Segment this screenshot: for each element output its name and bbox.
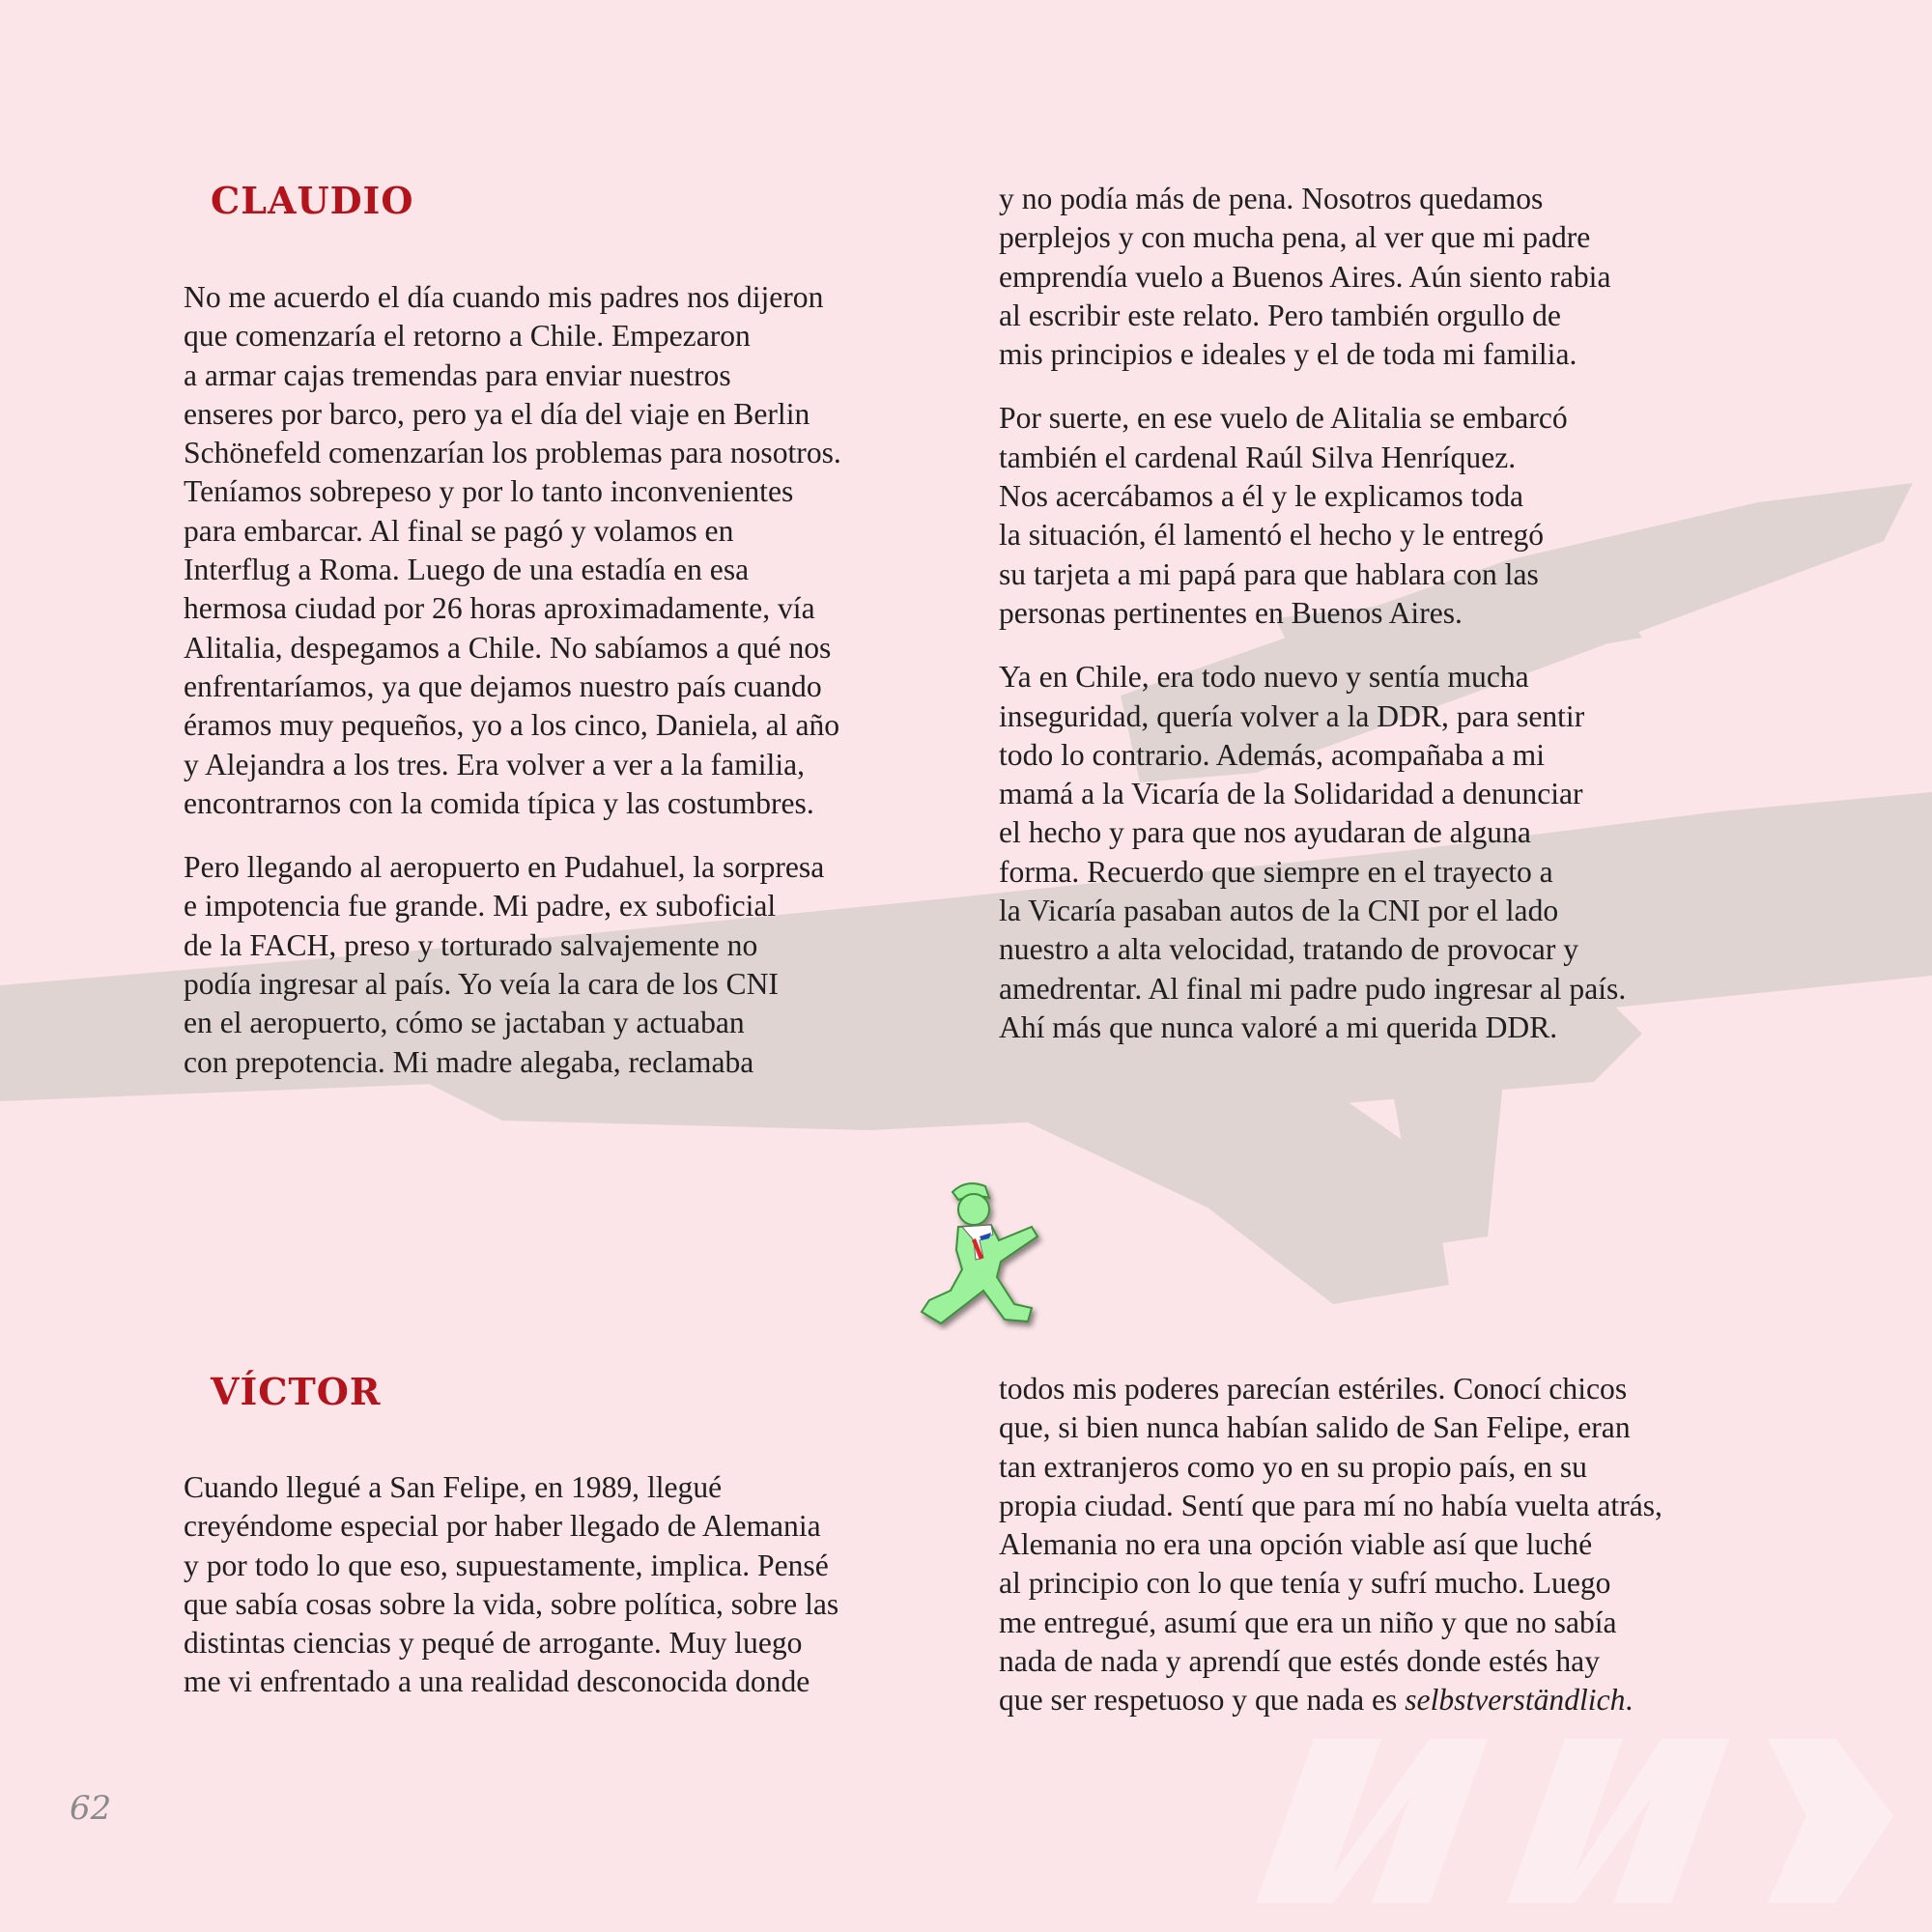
- text-line: la situación, él lamentó el hecho y le entregó: [999, 518, 1545, 553]
- text-line: perplejos y con mucha pena, al ver que mi padre: [999, 220, 1591, 255]
- text-line: Schönefeld comenzarían los problemas para nosotros.: [184, 436, 841, 470]
- text-line: y por todo lo que eso, supuestamente, implica. Pensé: [184, 1548, 829, 1582]
- text-line: que, si bien nunca habían salido de San Felipe, eran: [999, 1410, 1631, 1445]
- text-line: Alitalia, despegamos a Chile. No sabíamos a qué nos: [184, 630, 832, 665]
- paragraph: [999, 1370, 1801, 1720]
- text-line: distintas ciencias y pequé de arrogante. Muy luego: [184, 1626, 803, 1661]
- text-line: y no podía más de pena. Nosotros quedamos: [999, 182, 1544, 215]
- claudio-left-column: [184, 278, 985, 1107]
- text-line: Interflug a Roma. Luego de una estadía en esa: [184, 553, 750, 587]
- text-line: al principio con lo que tenía y sufrí mucho. Luego: [999, 1566, 1611, 1601]
- text-line: creyéndome especial por haber llegado de Alemania: [184, 1509, 821, 1544]
- victor-left-column: [184, 1468, 985, 1727]
- section-heading-claudio: CLAUDIO: [211, 179, 414, 222]
- text-line: Por suerte, en ese vuelo de Alitalia se embarcó: [999, 401, 1568, 436]
- text-line: podía ingresar al país. Yo veía la cara de los CNI: [184, 967, 779, 1002]
- text-line: nuestro a alta velocidad, tratando de provocar y: [999, 932, 1579, 967]
- text-line: a armar cajas tremendas para enviar nuestros: [184, 357, 731, 392]
- text-line: al escribir este relato. Pero también orgullo de: [999, 298, 1561, 332]
- text-line: enseres por barco, pero ya el día del viaje en Berlin: [184, 396, 810, 431]
- text-line: e impotencia fue grande. Mi padre, ex suboficial: [184, 889, 777, 923]
- text-line: amedrentar. Al final mi padre pudo ingresar al país.: [999, 971, 1627, 1006]
- paragraph: [999, 180, 1801, 374]
- text-line: de la FACH, preso y torturado salvajemente no: [184, 927, 758, 962]
- text-line: su tarjeta a mi papá para que hablara con las: [999, 556, 1539, 591]
- text-line: mis principios e ideales y el de toda mi familia.: [999, 337, 1577, 372]
- text-line: el hecho y para que nos ayudaran de alguna: [999, 815, 1531, 850]
- text-line: que sabía cosas sobre la vida, sobre política, sobre las: [184, 1586, 839, 1621]
- text-line: la Vicaría pasaban autos de la CNI por el lado: [999, 894, 1559, 928]
- text-line: mamá a la Vicaría de la Solidaridad a denunciar: [999, 777, 1583, 811]
- text-line: me entregué, asumí que era un niño y que no sabía: [999, 1605, 1617, 1639]
- text-line: propia ciudad. Sentí que para mí no había vuelta atrás,: [999, 1488, 1662, 1522]
- text-line: me vi enfrentado a una realidad desconocida donde: [184, 1664, 810, 1699]
- text-line: con prepotencia. Mi madre alegaba, reclamaba: [184, 1044, 754, 1079]
- victor-right-column: [999, 1370, 1801, 1746]
- text-line: y Alejandra a los tres. Era volver a ver a la familia,: [184, 747, 806, 781]
- text-line: encontrarnos con la comida típica y las costumbres.: [184, 785, 814, 820]
- text-line: éramos muy pequeños, yo a los cinco, Daniela, al año: [184, 708, 840, 743]
- text-line: para embarcar. Al final se pagó y volamos en: [184, 513, 734, 548]
- text-line: inseguridad, quería volver a la DDR, para sentir: [999, 698, 1585, 733]
- text-line: forma. Recuerdo que siempre en el trayecto a: [999, 854, 1553, 889]
- text-line: Ahí más que nunca valoré a mi querida DDR.: [999, 1009, 1558, 1044]
- text-line: todo lo contrario. Además, acompañaba a mi: [999, 737, 1546, 772]
- text-line: Pero llegando al aeropuerto en Pudahuel, la sorpresa: [184, 850, 825, 885]
- ampelmann-icon: [908, 1177, 1053, 1331]
- text-line: todos mis poderes parecían estériles. Conocí chicos: [999, 1372, 1628, 1406]
- text-line: hermosa ciudad por 26 horas aproximadamente, vía: [184, 591, 815, 626]
- final-period: .: [1625, 1683, 1634, 1718]
- text-line-final: [999, 1681, 1801, 1719]
- text-line: en el aeropuerto, cómo se jactaban y actuaban: [184, 1006, 745, 1040]
- page-number: 62: [70, 1789, 112, 1828]
- italic-word: selbstverständlich: [1405, 1683, 1626, 1718]
- text-line: Ya en Chile, era todo nuevo y sentía mucha: [999, 660, 1529, 695]
- text-line: Nos acercábamos a él y le explicamos toda: [999, 479, 1524, 514]
- paragraph: [184, 1468, 985, 1702]
- paragraph: [184, 848, 985, 1082]
- paragraph: [184, 278, 985, 823]
- claudio-right-column: [999, 180, 1801, 1072]
- text-line: enfrentaríamos, ya que dejamos nuestro país cuando: [184, 668, 822, 703]
- paragraph: [999, 658, 1801, 1047]
- text-line: No me acuerdo el día cuando mis padres nos dijeron: [184, 280, 824, 314]
- text-line: emprendía vuelo a Buenos Aires. Aún siento rabia: [999, 259, 1611, 294]
- section-heading-victor: VÍCTOR: [211, 1370, 382, 1413]
- paragraph: [999, 399, 1801, 633]
- text-line: Alemania no era una opción viable así que luché: [999, 1527, 1593, 1562]
- text-line: Cuando llegué a San Felipe, en 1989, llegué: [184, 1470, 723, 1504]
- text-line: Teníamos sobrepeso y por lo tanto inconvenientes: [184, 474, 794, 509]
- text-line: nada de nada y aprendí que estés donde estés hay: [999, 1644, 1600, 1679]
- text-line: personas pertinentes en Buenos Aires.: [999, 595, 1463, 630]
- text-fragment: que ser respetuoso y que nada es: [999, 1683, 1406, 1718]
- text-line: tan extranjeros como yo en su propio país, en su: [999, 1449, 1587, 1484]
- text-line: que comenzaría el retorno a Chile. Empezaron: [184, 319, 751, 354]
- text-line: también el cardenal Raúl Silva Henríquez.: [999, 440, 1517, 474]
